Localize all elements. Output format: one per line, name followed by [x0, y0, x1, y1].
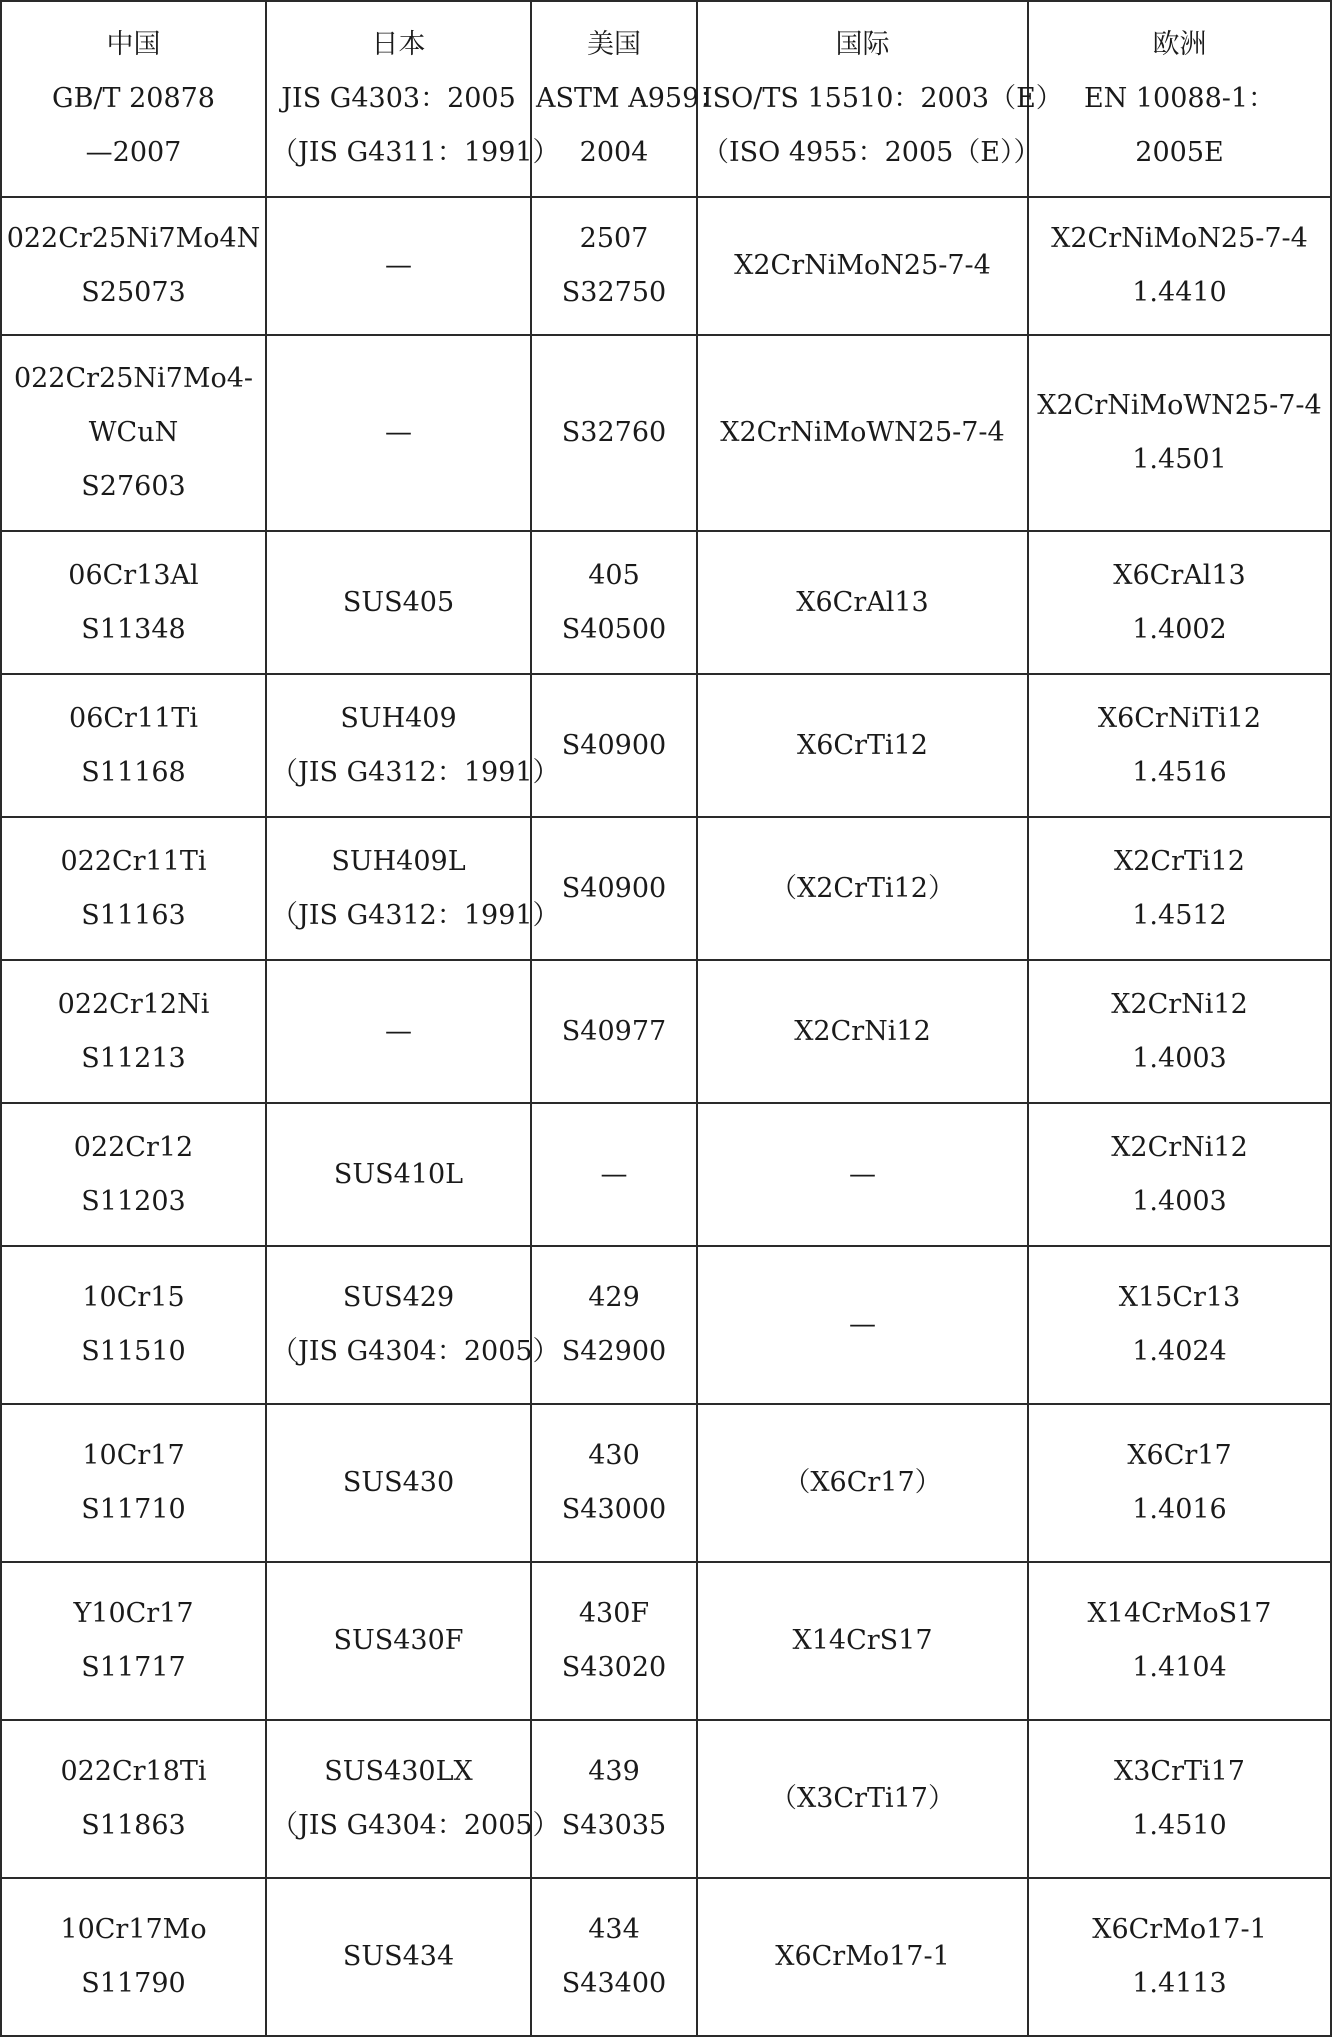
cell-usa-line: S43035 [561, 1810, 667, 1841]
cell-china [1, 1404, 266, 1562]
header-japan [266, 1, 560, 197]
cell-international-line: X2CrNiMoN25-7-4 [734, 250, 991, 281]
cell-international-line: — [849, 1158, 876, 1190]
cell-usa-line: S40900 [561, 872, 667, 904]
cell-usa-line: S32750 [561, 277, 667, 308]
cell-china-line: 06Cr11Ti [69, 702, 198, 734]
cell-europe [1028, 1404, 1331, 1562]
header-usa-line: ASTM A959： [536, 83, 727, 114]
cell-europe-line: 1.4003 [1132, 1185, 1227, 1217]
cell-china-line: 10Cr15 [82, 1282, 185, 1313]
header-china-line: GB/T 20878 [52, 83, 215, 114]
cell-usa-line: S43000 [561, 1494, 667, 1525]
cell-international [697, 1404, 1028, 1562]
cell-japan-line: — [385, 417, 412, 448]
cell-europe-line: X3CrTi17 [1114, 1756, 1245, 1787]
cell-china [1, 531, 266, 674]
cell-europe-line: X2CrNiMoN25-7-4 [1051, 223, 1308, 254]
cell-europe-line: 1.4024 [1132, 1336, 1227, 1367]
cell-europe-line: X2CrNi12 [1111, 988, 1248, 1020]
cell-international-line: （X2CrTi12） [770, 872, 955, 904]
table-row [1, 817, 1331, 960]
cell-usa-line: 430F [578, 1598, 650, 1629]
cell-japan-line: SUS434 [342, 1941, 455, 1972]
cell-japan-line: SUH409 [340, 702, 457, 734]
cell-china-line: 022Cr18Ti [60, 1756, 207, 1787]
cell-international [697, 1246, 1028, 1404]
cell-china [1, 197, 266, 335]
cell-europe [1028, 335, 1331, 531]
cell-japan [266, 1878, 531, 2036]
cell-europe-line: 1.4501 [1132, 444, 1227, 475]
cell-europe [1028, 674, 1331, 817]
cell-international [697, 674, 1028, 817]
table-row [1, 1720, 1331, 1878]
header-usa-line: 美国 [587, 29, 641, 60]
cell-international [697, 531, 1028, 674]
cell-japan-line: （JIS G4304：2005） [271, 1336, 560, 1367]
cell-europe-line: X6CrAl13 [1113, 559, 1246, 591]
cell-china-line: S11790 [81, 1968, 186, 1999]
header-china-line: —2007 [85, 137, 182, 168]
cell-japan-line: （JIS G4312：1991） [271, 756, 560, 788]
cell-china-line: S11163 [81, 899, 186, 931]
header-europe-line: EN 10088-1： [1083, 83, 1276, 114]
cell-europe [1028, 1562, 1331, 1720]
cell-japan [266, 1720, 560, 1878]
cell-europe-line: X2CrTi12 [1114, 845, 1245, 877]
cell-usa-line: 434 [588, 1914, 640, 1945]
table-row [1, 335, 1331, 531]
cell-europe-line: X14CrMoS17 [1087, 1598, 1272, 1629]
cell-china-line: Y10Cr17 [73, 1598, 194, 1629]
table-row [1, 1878, 1331, 2036]
cell-europe [1028, 1103, 1331, 1246]
cell-china [1, 817, 266, 960]
cell-international [697, 960, 1028, 1103]
cell-japan [266, 1103, 531, 1246]
cell-usa-line: S32760 [561, 417, 667, 448]
header-international [697, 1, 1063, 197]
cell-china-line: S25073 [81, 277, 186, 308]
cell-international-line: X2CrNiMoWN25-7-4 [720, 417, 1005, 448]
cell-europe-line: 1.4516 [1132, 756, 1227, 788]
cell-usa [531, 335, 697, 531]
cell-usa-line: S43020 [561, 1652, 667, 1683]
cell-europe [1028, 1878, 1331, 2036]
cell-china [1, 674, 266, 817]
header-international-line: ISO/TS 15510：2003（E） [702, 83, 1063, 114]
cell-japan-line: （JIS G4312：1991） [271, 899, 560, 931]
cell-japan [266, 1246, 560, 1404]
cell-china-line: 10Cr17Mo [60, 1914, 207, 1945]
cell-europe-line: 1.4002 [1132, 613, 1227, 645]
cell-china-line: S11510 [81, 1336, 186, 1367]
cell-usa [531, 1720, 697, 1878]
table-body [1, 197, 1331, 2036]
cell-europe [1028, 531, 1331, 674]
cell-usa-line: S40500 [561, 613, 667, 645]
cell-international-line: X14CrS17 [792, 1625, 933, 1656]
header-usa-line: 2004 [579, 137, 649, 168]
header-china [1, 1, 266, 197]
cell-japan [266, 1562, 531, 1720]
cell-international-line: X6CrMo17-1 [775, 1941, 950, 1972]
cell-japan [266, 674, 560, 817]
cell-china-line: 022Cr25Ni7Mo4N [6, 223, 261, 254]
cell-japan-line: SUS405 [342, 586, 455, 618]
table-row [1, 531, 1331, 674]
cell-usa-line: S40977 [561, 1015, 667, 1047]
cell-europe-line: 1.4113 [1132, 1968, 1227, 1999]
cell-europe [1028, 197, 1331, 335]
cell-japan-line: SUS430LX [324, 1756, 473, 1787]
cell-usa [531, 531, 697, 674]
cell-japan-line: SUS430F [333, 1625, 464, 1656]
cell-international [697, 1878, 1028, 2036]
cell-international-line: X2CrNi12 [794, 1015, 931, 1047]
cell-usa-line: S43400 [561, 1968, 667, 1999]
cell-europe-line: 1.4104 [1132, 1652, 1227, 1683]
cell-europe-line: X2CrNi12 [1111, 1131, 1248, 1163]
cell-usa [531, 817, 697, 960]
cell-japan-line: — [385, 250, 412, 281]
cell-japan [266, 197, 531, 335]
cell-usa-line: — [600, 1158, 628, 1190]
cell-usa-line: 439 [588, 1756, 640, 1787]
header-europe-line: 2005E [1135, 137, 1224, 168]
cell-europe-line: 1.4510 [1132, 1810, 1227, 1841]
table-row [1, 674, 1331, 817]
cell-usa-line: 429 [588, 1282, 640, 1313]
cell-international-line: X6CrTi12 [797, 729, 928, 761]
cell-china-line: 022Cr11Ti [60, 845, 207, 877]
cell-japan-line: — [385, 1015, 412, 1047]
table-row [1, 1103, 1331, 1246]
cell-usa [531, 1404, 697, 1562]
cell-international-line: X6CrAl13 [796, 586, 929, 618]
cell-china-line: S11717 [81, 1652, 186, 1683]
cell-japan-line: SUS430 [342, 1467, 455, 1498]
table-row [1, 1562, 1331, 1720]
cell-europe-line: 1.4016 [1132, 1494, 1227, 1525]
cell-europe-line: X6Cr17 [1127, 1440, 1232, 1471]
cell-japan [266, 817, 560, 960]
cell-japan [266, 960, 531, 1103]
cell-china-line: S27603 [81, 471, 186, 502]
cell-china [1, 1878, 266, 2036]
table-row [1, 960, 1331, 1103]
cell-europe-line: X6CrMo17-1 [1092, 1914, 1267, 1945]
cell-usa-line: 405 [588, 559, 640, 591]
header-europe [1028, 1, 1331, 197]
cell-europe-line: X2CrNiMoWN25-7-4 [1037, 390, 1322, 421]
header-japan-line: 日本 [371, 29, 426, 60]
cell-china [1, 335, 266, 531]
cell-europe-line: 1.4003 [1132, 1042, 1227, 1074]
cell-china-line: S11863 [81, 1810, 186, 1841]
cell-usa [531, 1562, 697, 1720]
cell-europe-line: 1.4410 [1132, 277, 1227, 308]
cell-japan [266, 335, 531, 531]
header-europe-line: 欧洲 [1152, 29, 1207, 60]
cell-europe-line: 1.4512 [1132, 899, 1227, 931]
cell-europe [1028, 817, 1331, 960]
cell-china-line: 10Cr17 [82, 1440, 185, 1471]
cell-international [697, 1720, 1028, 1878]
cell-china-line: 022Cr12Ni [57, 988, 210, 1020]
cell-usa [531, 197, 697, 335]
cell-japan [266, 1404, 531, 1562]
cell-japan-line: SUS410L [333, 1158, 464, 1190]
cell-europe-line: X6CrNiTi12 [1097, 702, 1262, 734]
cell-international-line: （X3CrTi17） [770, 1783, 955, 1814]
cell-international-line: （X6Cr17） [783, 1467, 942, 1498]
cell-china-line: 022Cr25Ni7Mo4- [13, 363, 254, 394]
table-row [1, 1404, 1331, 1562]
header-row [1, 1, 1331, 197]
cell-china-line: 022Cr12 [73, 1131, 194, 1163]
cell-usa-line: 2507 [579, 223, 649, 254]
cell-international [697, 197, 1028, 335]
cell-japan [266, 531, 531, 674]
cell-china-line: 06Cr13Al [68, 559, 199, 591]
cell-china-line: S11168 [81, 756, 186, 788]
header-japan-line: （JIS G4311：1991） [271, 137, 560, 168]
cell-international-line: — [849, 1309, 876, 1340]
cell-international [697, 1103, 1028, 1246]
cell-europe [1028, 960, 1331, 1103]
cell-usa [531, 1246, 697, 1404]
header-international-line: 国际 [835, 29, 890, 60]
cell-china-line: S11213 [81, 1042, 186, 1074]
cell-usa [531, 674, 697, 817]
cell-japan-line: SUS429 [342, 1282, 455, 1313]
cell-usa [531, 1878, 697, 2036]
cell-europe [1028, 1720, 1331, 1878]
cell-usa-line: 430 [588, 1440, 640, 1471]
cell-europe-line: X15Cr13 [1118, 1282, 1241, 1313]
cell-japan-line: SUH409L [331, 845, 466, 877]
header-international-line: （ISO 4955：2005（E）） [702, 137, 1041, 168]
cell-usa [531, 1103, 697, 1246]
cell-china [1, 1246, 266, 1404]
cell-china-line: S11348 [81, 613, 186, 645]
table-row [1, 197, 1331, 335]
cell-china [1, 1103, 266, 1246]
cell-china [1, 1562, 266, 1720]
cell-china [1, 960, 266, 1103]
cell-china-line: WCuN [88, 417, 179, 448]
header-china-line: 中国 [106, 29, 161, 60]
cell-europe [1028, 1246, 1331, 1404]
cell-china-line: S11203 [81, 1185, 186, 1217]
cell-usa-line: S42900 [561, 1336, 667, 1367]
cell-international [697, 817, 1028, 960]
cell-china-line: S11710 [81, 1494, 186, 1525]
cell-international [697, 335, 1028, 531]
cell-international [697, 1562, 1028, 1720]
table-row [1, 1246, 1331, 1404]
header-japan-line: JIS G4303：2005 [281, 83, 516, 114]
cell-usa [531, 960, 697, 1103]
cell-china [1, 1720, 266, 1878]
cell-usa-line: S40900 [561, 729, 667, 761]
cell-japan-line: （JIS G4304：2005） [271, 1810, 560, 1841]
